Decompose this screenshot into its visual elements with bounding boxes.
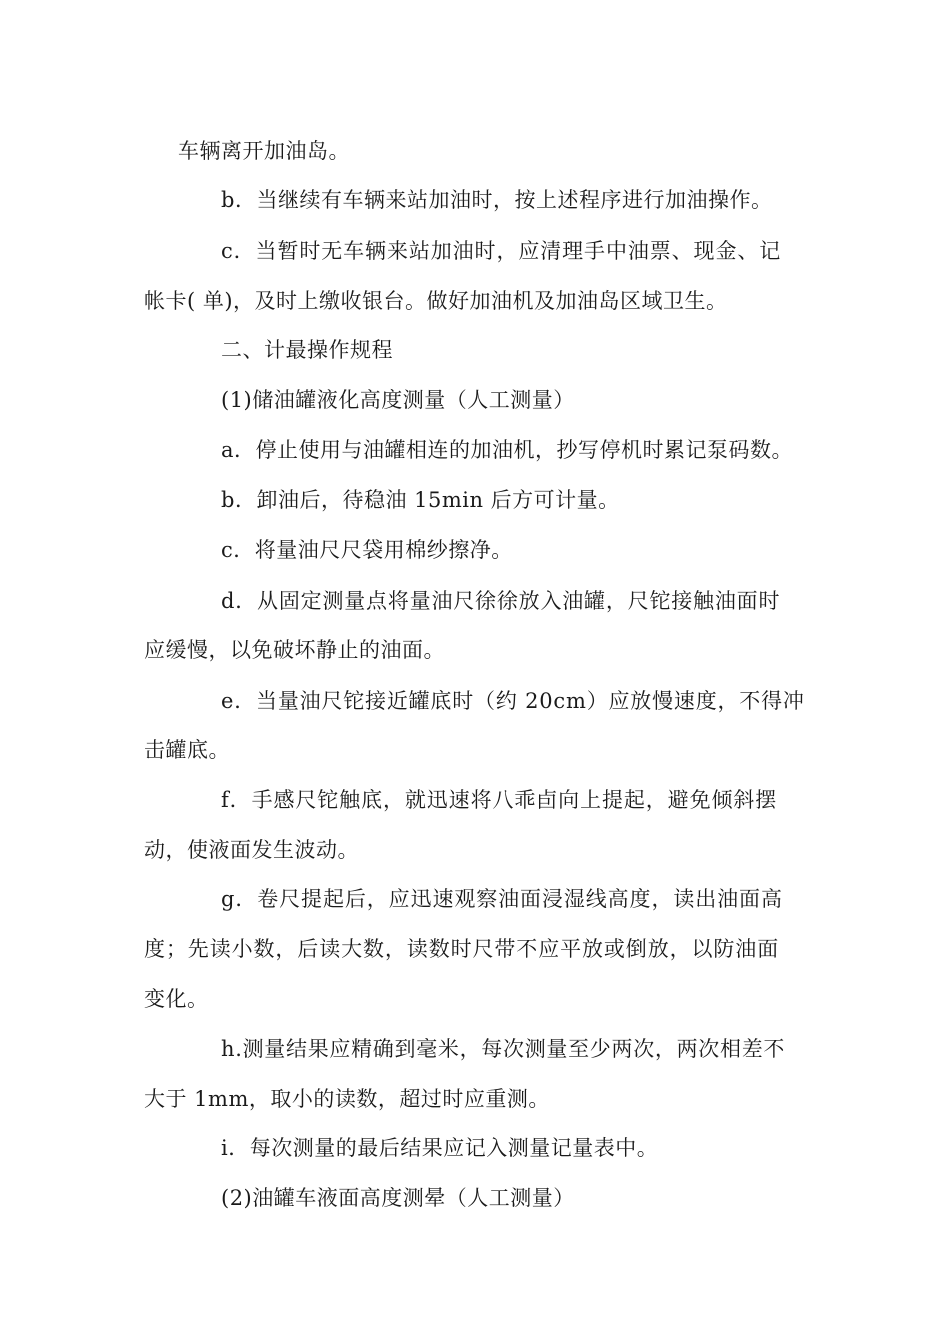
measure-step-f: f．手感尺铊触底，就迅速将八乖卣向上提起，避免倾斜摆 xyxy=(221,788,778,812)
measure-step-c: c．将量油尺尺袋用棉纱擦净。 xyxy=(221,538,513,562)
subsection-heading-1: (1)储油罐液化高度测量（人工测量） xyxy=(221,388,575,412)
measure-step-i: i．每次测量的最后结果应记入测量记量表中。 xyxy=(221,1136,659,1160)
paragraph-continuation-line: 车辆离开加油岛。 xyxy=(178,139,350,163)
measure-step-g-end: 变化。 xyxy=(144,987,209,1011)
step-c-continuation-line: 帐卡( 单)，及时上缴收银台。做好加油机及加油岛区域卫生。 xyxy=(144,289,728,313)
measure-step-f-continuation: 动，使液面发生波动。 xyxy=(144,838,359,862)
section-heading: 二、计最操作规程 xyxy=(221,338,393,362)
measure-step-g: g．卷尺提起后，应迅速观察油面浸湿线高度，读出油面高 xyxy=(221,887,783,911)
measure-step-d-continuation: 应缓慢，以免破坏静止的油面。 xyxy=(144,638,445,662)
measure-step-b: b．卸油后，待稳油 15min 后方可计量。 xyxy=(221,488,620,512)
measure-step-a: a．停止使用与油罐相连的加油机，抄写停机时累记泵码数。 xyxy=(221,438,794,462)
measure-step-h: h.测量结果应精确到毫米，每次测量至少两次，两次相差不 xyxy=(221,1037,786,1061)
subsection-heading-2: (2)油罐车液面高度测晕（人工测量） xyxy=(221,1186,575,1210)
measure-step-g-continuation: 度；先读小数，后读大数，读数时尺带不应平放或倒放，以防油面 xyxy=(144,937,780,961)
measure-step-e-continuation: 击罐底。 xyxy=(144,738,230,762)
step-b-line: b．当继续有车辆来站加油时，按上述程序进行加油操作。 xyxy=(221,188,773,212)
step-c-line: c．当暂时无车辆来站加油时，应清理手中油票、现金、记 xyxy=(221,239,782,263)
measure-step-h-continuation: 大于 1mm，取小的读数，超过时应重测。 xyxy=(144,1087,550,1111)
measure-step-e: e．当量油尺铊接近罐底时（约 20cm）应放慢速度，不得冲 xyxy=(221,689,805,713)
measure-step-d: d．从固定测量点将量油尺徐徐放入油罐，尺铊接触油面时 xyxy=(221,589,781,613)
